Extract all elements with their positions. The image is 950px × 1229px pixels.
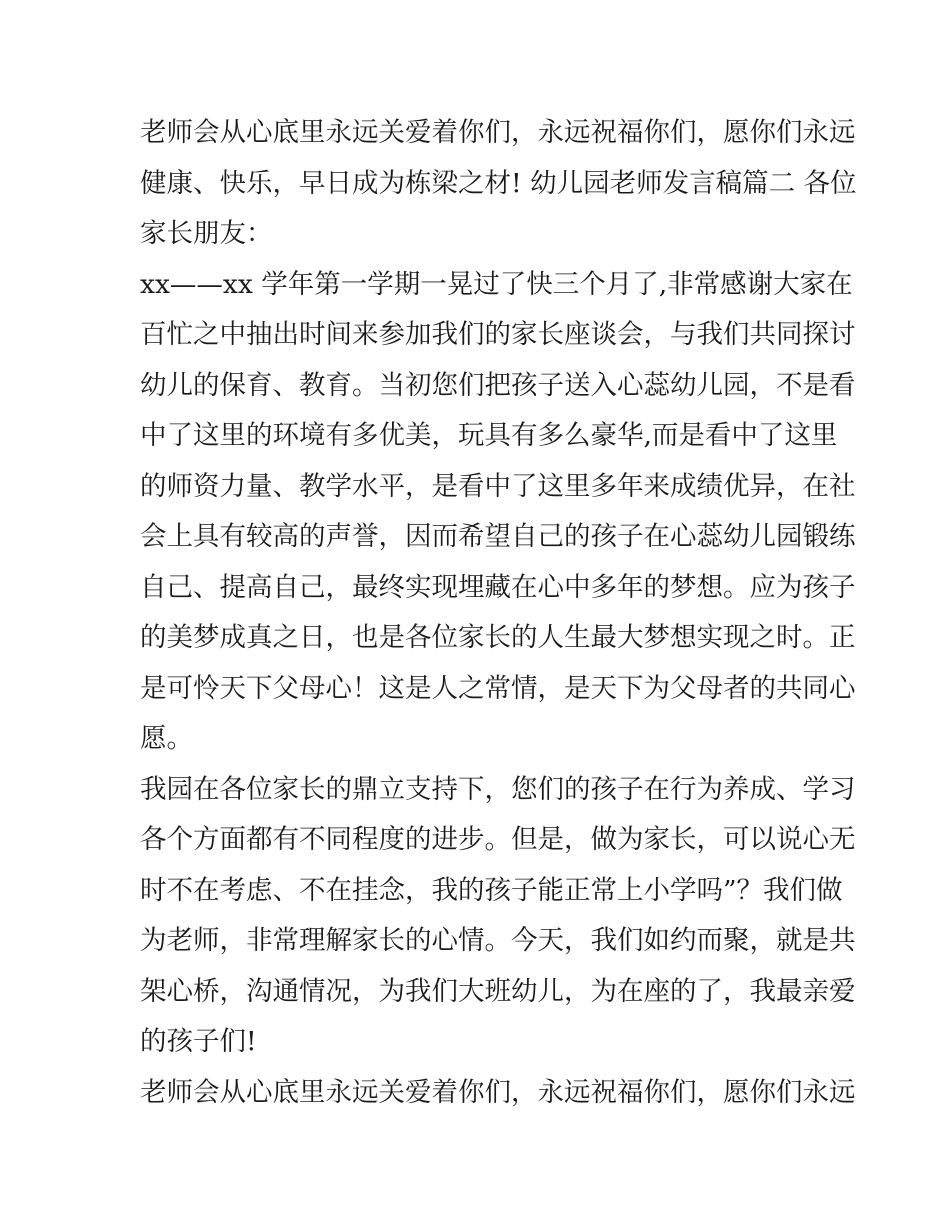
text-line: 的美梦成真之日，也是各位家长的人生最大梦想实现之时。正 — [140, 622, 856, 653]
document-page — [140, 108, 857, 1118]
text-line: 的孩子们! — [140, 1026, 257, 1057]
text-line: 幼儿的保育、教育。当初您们把孩子送入心蕊幼儿园，不是看 — [140, 369, 856, 401]
text-line: 百忙之中抽出时间来参加我们的家长座谈会，与我们共同探讨 — [140, 319, 856, 350]
text-line: 是可怜天下父母心！这是人之常情，是天下为父母者的共同心 — [140, 672, 856, 704]
text-line: 愿。 — [140, 723, 193, 754]
text-line: 时不在考虑、不在挂念，我的孩子能正常上小学吗”？我们做 — [140, 874, 843, 906]
text-line: xx——xx 学年第一学期一晃过了快三个月了,非常感谢大家在 — [140, 268, 853, 300]
text-line: 各个方面都有不同程度的进步。但是，做为家长，可以说心无 — [140, 824, 856, 855]
text-line: 家长朋友： — [140, 218, 273, 249]
text-line: 的师资力量、教学水平，是看中了这里多年来成绩优异，在社 — [140, 470, 856, 502]
text-line: 自己、提高自己，最终实现埋藏在心中多年的梦想。应为孩子 — [140, 571, 856, 603]
text-line: 中了这里的环境有多优美，玩具有多么豪华,而是看中了这里 — [140, 420, 838, 451]
text-line: 我园在各位家长的鼎立支持下，您们的孩子在行为养成、学习 — [140, 773, 856, 805]
text-line: 老师会从心底里永远关爱着你们，永远祝福你们，愿你们永远 — [140, 1076, 856, 1108]
text-line: 会上具有较高的声誉，因而希望自己的孩子在心蕊幼儿园锻练 — [140, 521, 856, 552]
text-line: 老师会从心底里永远关爱着你们，永远祝福你们，愿你们永远 — [140, 117, 856, 148]
text-line: 架心桥，沟通情况，为我们大班幼儿，为在座的了，我最亲爱 — [140, 975, 856, 1007]
text-line: 为老师，非常理解家长的心情。今天，我们如约而聚，就是共 — [140, 925, 856, 956]
text-line: 健康、快乐，早日成为栋梁之材! 幼儿园老师发言稿篇二 各位 — [140, 167, 857, 199]
